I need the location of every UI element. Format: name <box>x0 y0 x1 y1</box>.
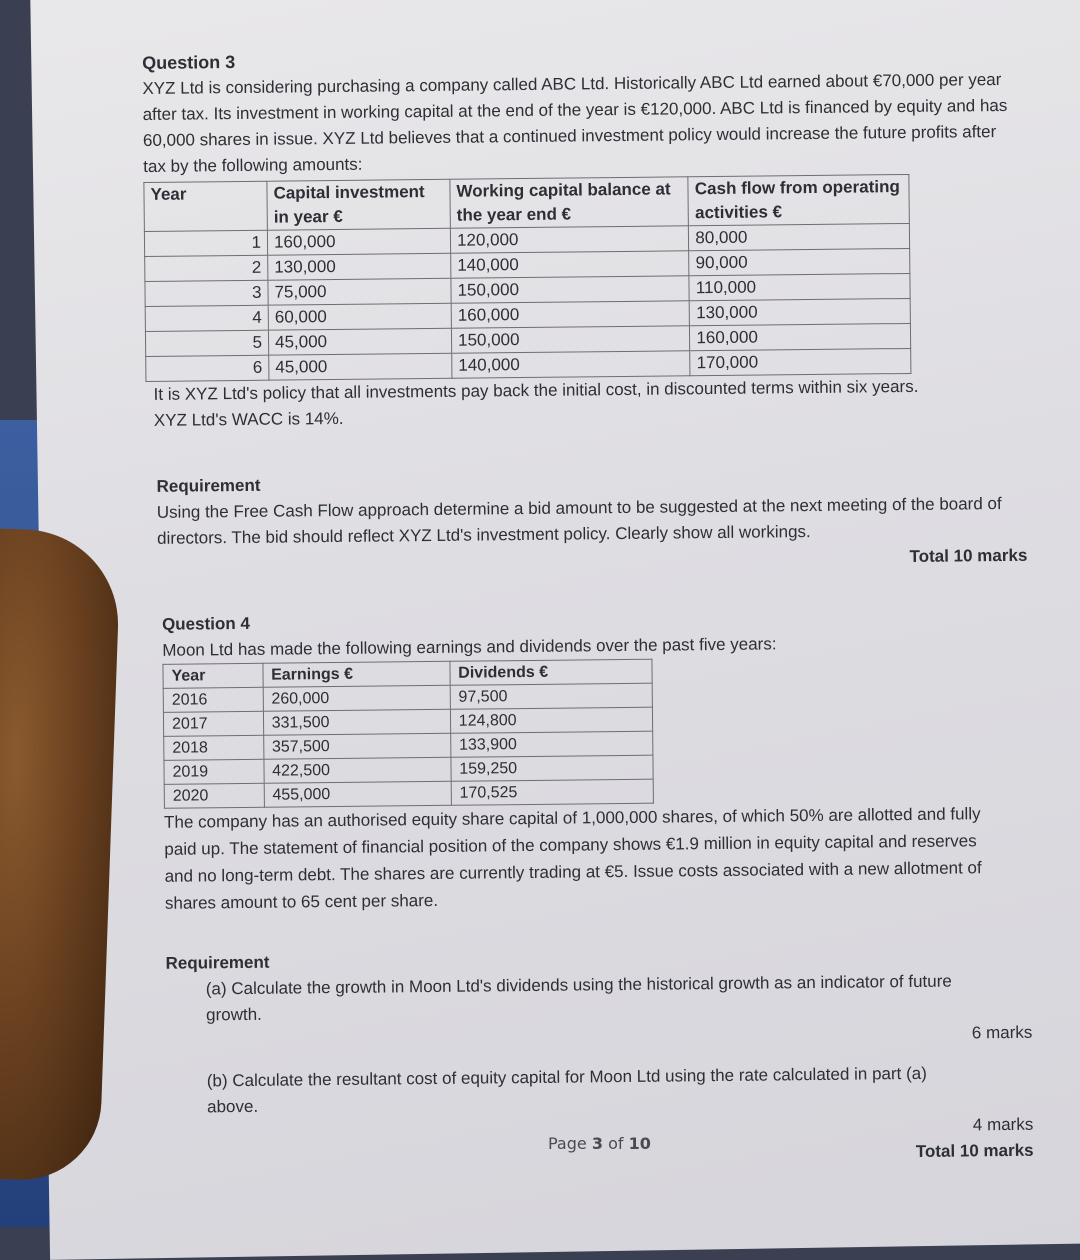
cell-year: 2020 <box>164 783 264 808</box>
question-3-total-marks: Total 10 marks <box>909 545 1028 566</box>
cell-capital: 75,000 <box>268 278 451 305</box>
cell-earnings: 455,000 <box>264 781 451 807</box>
page-total: 10 <box>628 1134 651 1153</box>
cell-cash-flow: 110,000 <box>689 273 910 300</box>
part-b-marks: 4 marks <box>972 1114 1034 1135</box>
question-4-table <box>162 659 653 809</box>
page-number <box>548 1134 651 1153</box>
cell-year: 2 <box>145 255 268 281</box>
col-working-capital-header: Working capital balance at the year end € <box>450 177 689 228</box>
cell-working-capital: 140,000 <box>452 351 691 378</box>
cell-capital: 45,000 <box>269 353 452 380</box>
question-4-body: The company has an authorised equity share capital of 1,000,000 shares, of which 50% are allotted and fully paid up. The statement of financial position of the company shows €1.9 million in equity capital and reserves and no long-term debt. The shares are currently trading at €5. Issue costs associated with a new allotment of shares amount to 65 cent per share. <box>163 804 982 913</box>
col-year-header: Year <box>144 181 268 231</box>
col-capital-investment-header: Capital investment in year € <box>267 179 451 230</box>
cell-year: 1 <box>144 230 267 256</box>
cell-dividends: 170,525 <box>451 779 654 805</box>
cell-cash-flow: 90,000 <box>689 248 910 275</box>
question-3-wacc: XYZ Ltd's WACC is 14%. <box>153 408 344 430</box>
cell-year: 2018 <box>164 735 264 760</box>
cell-capital: 160,000 <box>267 228 450 255</box>
cell-working-capital: 150,000 <box>451 276 690 303</box>
question-3-intro: XYZ Ltd is considering purchasing a company called ABC Ltd. Historically ABC Ltd earned about €70,000 per year after tax. Its investment in working capital at the end of the year is €120,000. ABC Ltd is financed by equity and has 60,000 shares in issue. XYZ Ltd believes that a continued investment policy would increase the future profits after tax by the following amounts: <box>142 70 1008 176</box>
requirement-part-a: (a) Calculate the growth in Moon Ltd's dividends using the historical growth as an indicator of future growth. <box>205 971 952 1025</box>
col-cash-flow-header: Cash flow from operating activities € <box>688 174 909 225</box>
cell-working-capital: 150,000 <box>451 326 690 353</box>
cell-cash-flow: 130,000 <box>690 298 911 325</box>
cell-year: 6 <box>146 355 269 381</box>
page-of: of <box>608 1134 624 1153</box>
cell-working-capital: 140,000 <box>451 251 690 278</box>
col-dividends-header: Dividends € <box>450 659 653 685</box>
cell-earnings: 422,500 <box>264 757 451 783</box>
table-header-row <box>144 174 909 231</box>
cell-working-capital: 120,000 <box>450 226 689 253</box>
question-3-policy: It is XYZ Ltd's policy that all investments pay back the initial cost, in discounted terms within six years. <box>153 376 919 404</box>
cell-year: 2016 <box>163 687 263 712</box>
cell-cash-flow: 160,000 <box>690 323 911 350</box>
page-content <box>142 41 1034 1173</box>
cell-year: 4 <box>145 305 268 331</box>
part-a-marks: 6 marks <box>971 1022 1033 1043</box>
cell-earnings: 260,000 <box>263 685 450 711</box>
page-current: 3 <box>591 1134 603 1153</box>
page-prefix: Page <box>548 1134 587 1153</box>
cell-earnings: 331,500 <box>263 709 450 735</box>
cell-year: 3 <box>145 280 268 306</box>
col-earnings-header: Earnings € <box>263 661 450 687</box>
cell-earnings: 357,500 <box>263 733 450 759</box>
cell-year: 2019 <box>164 759 264 784</box>
requirement-text: Using the Free Cash Flow approach determine a bid amount to be suggested at the next meeting of the board of directors. The bid should reflect XYZ Ltd's investment policy. Clearly show all workings. <box>156 494 1002 548</box>
cell-cash-flow: 170,000 <box>690 348 911 375</box>
cell-year: 5 <box>145 330 268 356</box>
cell-year: 2017 <box>163 711 263 736</box>
cell-dividends: 159,250 <box>451 755 654 781</box>
cell-capital: 60,000 <box>268 303 451 330</box>
question-4 <box>148 603 1034 1173</box>
requirement-title: Requirement <box>156 475 261 496</box>
question-4-title: Question 4 <box>161 613 250 634</box>
question-3-requirement <box>146 465 1027 578</box>
question-3 <box>142 41 1027 578</box>
cell-dividends: 133,900 <box>450 731 653 757</box>
question-4-intro: Moon Ltd has made the following earnings and dividends over the past five years: <box>162 634 777 660</box>
col-year-header: Year <box>163 663 263 688</box>
question-3-title: Question 3 <box>142 52 236 73</box>
question-3-table <box>143 174 911 382</box>
cell-dividends: 97,500 <box>450 683 653 709</box>
cell-capital: 45,000 <box>268 328 451 355</box>
question-4-total-marks: Total 10 marks <box>915 1140 1034 1161</box>
cell-cash-flow: 80,000 <box>689 223 910 250</box>
requirement-title: Requirement <box>165 952 270 973</box>
cell-working-capital: 160,000 <box>451 301 690 328</box>
requirement-part-b: (b) Calculate the resultant cost of equity capital for Moon Ltd using the rate calculated in part (a) above. <box>206 1063 927 1117</box>
cell-capital: 130,000 <box>268 253 451 280</box>
cell-dividends: 124,800 <box>450 707 653 733</box>
